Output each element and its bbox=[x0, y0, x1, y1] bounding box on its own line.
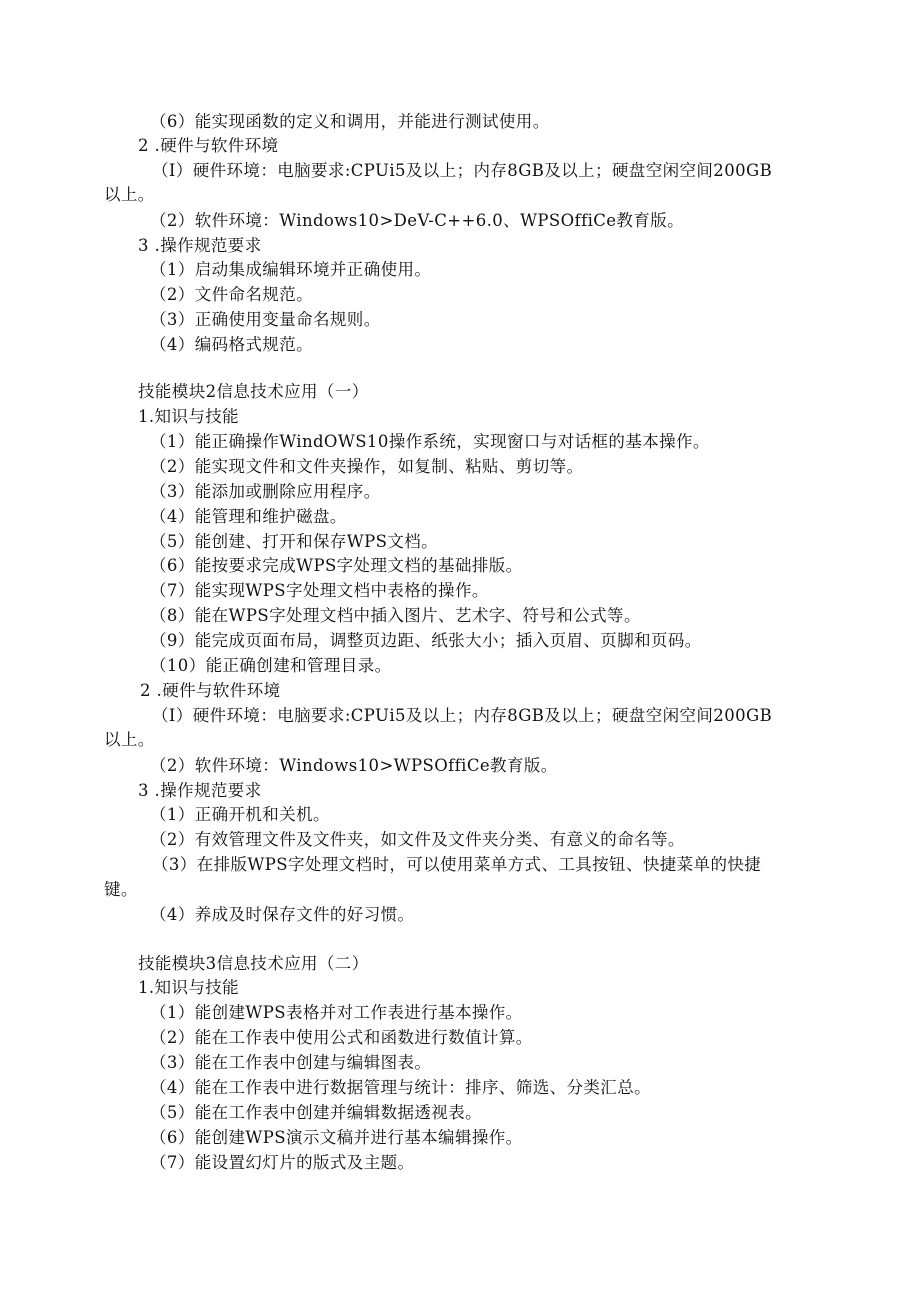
list-item: （1）能创建WPS表格并对工作表进行基本操作。 bbox=[150, 1003, 523, 1022]
list-item-continuation: 以上。 bbox=[104, 730, 155, 749]
list-item: （10）能正确创建和管理目录。 bbox=[150, 656, 392, 675]
list-item: （8）能在WPS字处理文档中插入图片、艺术字、符号和公式等。 bbox=[150, 606, 641, 625]
list-item: （3）能在工作表中创建与编辑图表。 bbox=[150, 1053, 432, 1072]
list-item: （2）能实现文件和文件夹操作，如复制、粘贴、剪切等。 bbox=[150, 457, 584, 476]
section-heading: 2 .硬件与软件环境 bbox=[140, 681, 281, 700]
list-item: （I）硬件环境：电脑要求:CPUi5及以上；内存8GB及以上；硬盘空闲空间200GB bbox=[152, 161, 773, 180]
list-item: （4）能在工作表中进行数据管理与统计：排序、筛选、分类汇总。 bbox=[150, 1078, 651, 1097]
list-item: （4）能管理和维护磁盘。 bbox=[150, 507, 347, 526]
list-item: （7）能实现WPS字处理文档中表格的操作。 bbox=[150, 581, 489, 600]
list-item: （2）有效管理文件及文件夹，如文件及文件夹分类、有意义的命名等。 bbox=[150, 830, 685, 849]
section-heading: 3 .操作规范要求 bbox=[138, 781, 262, 800]
list-item: （6）能按要求完成WPS字处理文档的基础排版。 bbox=[150, 556, 523, 575]
list-item: （3）在排版WPS字处理文档时，可以使用菜单方式、工具按钮、快捷菜单的快捷 bbox=[152, 855, 762, 874]
module-title: 技能模块2信息技术应用（一） bbox=[138, 382, 369, 401]
list-item: （3）正确使用变量命名规则。 bbox=[150, 310, 381, 329]
section-heading: 2 .硬件与软件环境 bbox=[138, 136, 279, 155]
list-item: （1）启动集成编辑环境并正确使用。 bbox=[150, 260, 432, 279]
section-heading: 3 .操作规范要求 bbox=[138, 236, 262, 255]
list-item: （5）能创建、打开和保存WPS文档。 bbox=[150, 532, 439, 551]
list-item: （7）能设置幻灯片的版式及主题。 bbox=[150, 1153, 415, 1172]
list-item-continuation: 键。 bbox=[104, 880, 138, 899]
list-item: （2）软件环境：Windows10>DeV-C++6.0、WPSOffiCe教育版。 bbox=[150, 211, 685, 230]
list-item: （2）文件命名规范。 bbox=[150, 285, 313, 304]
list-item: （1）正确开机和关机。 bbox=[150, 805, 330, 824]
section-heading: 1.知识与技能 bbox=[138, 978, 240, 997]
list-item: （6）能实现函数的定义和调用，并能进行测试使用。 bbox=[150, 112, 550, 131]
list-item: （4）养成及时保存文件的好习惯。 bbox=[150, 905, 415, 924]
list-item: （1）能正确操作WindOWS10操作系统，实现窗口与对话框的基本操作。 bbox=[150, 432, 710, 451]
list-item: （I）硬件环境：电脑要求:CPUi5及以上；内存8GB及以上；硬盘空闲空间200GB bbox=[152, 706, 773, 725]
list-item: （9）能完成页面布局，调整页边距、纸张大小；插入页眉、页脚和页码。 bbox=[150, 631, 702, 650]
list-item: （2）能在工作表中使用公式和函数进行数值计算。 bbox=[150, 1028, 533, 1047]
list-item: （4）编码格式规范。 bbox=[150, 335, 313, 354]
list-item: （6）能创建WPS演示文稿并进行基本编辑操作。 bbox=[150, 1128, 523, 1147]
module-title: 技能模块3信息技术应用（二） bbox=[138, 954, 369, 973]
list-item: （3）能添加或删除应用程序。 bbox=[150, 482, 381, 501]
section-heading: 1.知识与技能 bbox=[138, 407, 240, 426]
list-item-continuation: 以上。 bbox=[104, 185, 155, 204]
list-item: （5）能在工作表中创建并编辑数据透视表。 bbox=[150, 1103, 482, 1122]
list-item: （2）软件环境：Windows10>WPSOffiCe教育版。 bbox=[150, 756, 558, 775]
